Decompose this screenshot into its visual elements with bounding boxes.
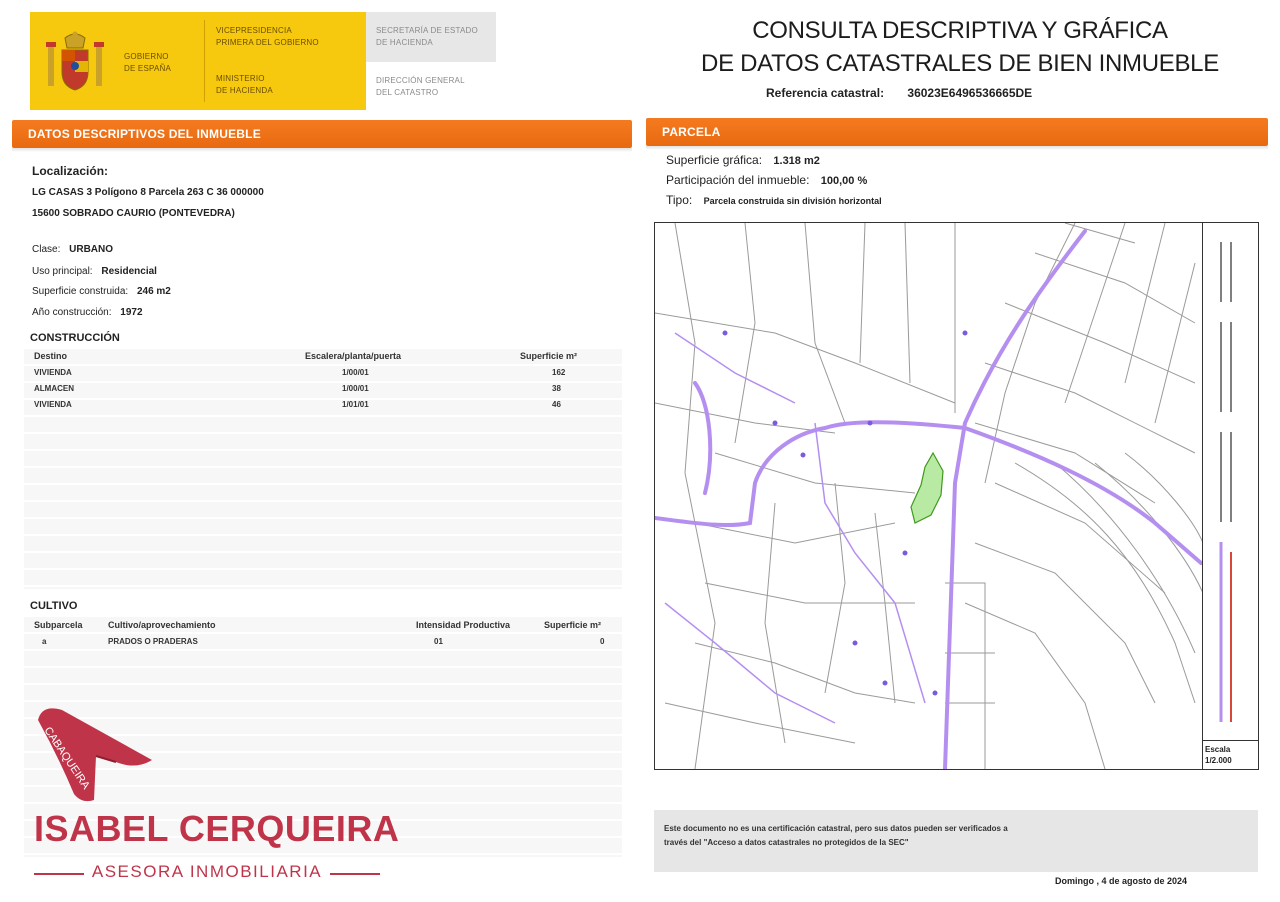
tipo-value: Parcela construida sin división horizontal [703,196,882,206]
superficie-value: 246 m2 [136,286,171,297]
cabaqueira-logo-icon [30,700,160,810]
document-title [690,14,1230,80]
gov-logo-gray-area [366,12,496,62]
cultivo-header-cultivo: Cultivo/aprovechamiento [108,620,216,630]
construccion-row2-destino: ALMACEN [34,384,74,393]
participacion-label: Participación del inmueble: [666,173,810,187]
brand-subtitle-line-right [330,873,380,875]
gov-logo-separator [204,20,205,102]
map-scale [1202,740,1259,770]
cabaqueira-badge-text: CABAQUEIRA [41,724,92,792]
direccion-line2: DEL CATASTRO [376,88,439,97]
vicepresidencia-line1: VICEPRESIDENCIA [216,26,292,35]
cultivo-title: CULTIVO [30,600,78,612]
uso-label: Uso principal: [32,266,93,277]
section-bar-datos-descriptivos [12,120,632,148]
construccion-row3-planta: 1/01/01 [342,400,369,409]
cultivo-row1-cultivo: PRADOS O PRADERAS [108,637,198,646]
superficie-row [32,286,171,297]
vicepresidencia-line2: PRIMERA DEL GOBIERNO [216,38,319,47]
cultivo-row1-intensidad: 01 [434,637,443,646]
secretaria-line2: DE HACIENDA [376,38,433,47]
construccion-row2-superficie: 38 [552,384,561,393]
document-title-line1: CONSULTA DESCRIPTIVA Y GRÁFICA [752,17,1168,44]
clase-value: URBANO [69,244,114,255]
clase-row [32,244,113,255]
cadastral-reference-label: Referencia catastral: [766,86,885,100]
government-logo-block [30,12,496,110]
tipo-label: Tipo: [666,193,693,207]
secretaria-line1: SECRETARÍA DE ESTADO [376,26,478,35]
disclaimer-note [654,810,1258,872]
anio-value: 1972 [120,307,143,318]
construccion-title: CONSTRUCCIÓN [30,332,120,344]
cadastral-reference [766,86,1032,100]
brand-name: ISABEL CERQUEIRA [34,808,400,849]
clase-label: Clase: [32,244,61,255]
construccion-header-superficie: Superficie m² [520,351,578,361]
construccion-row1-planta: 1/00/01 [342,368,369,377]
superficie-grafica-value: 1.318 m2 [773,155,820,167]
cultivo-row1-subparcela: a [42,637,47,646]
construccion-row1-destino: VIVIENDA [34,368,72,377]
construccion-row3-superficie: 46 [552,400,561,409]
document-title-line2: DE DATOS CATASTRALES DE BIEN INMUEBLE [701,50,1219,77]
cultivo-header-subparcela: Subparcela [34,620,83,630]
superficie-grafica-label: Superficie gráfica: [666,153,763,167]
disclaimer-line2: través del "Acceso a datos catastrales no protegidos de la SEC" [664,838,909,847]
cadastral-map-drawing [655,223,1203,769]
cadastral-reference-value: 36023E6496536665DE [907,86,1033,100]
construccion-row2-planta: 1/00/01 [342,384,369,393]
construccion-row1-superficie: 162 [552,368,566,377]
construccion-header-destino: Destino [34,351,68,361]
ministerio-line2: DE HACIENDA [216,86,273,95]
section-bar-parcela [646,118,1268,146]
participacion-row [666,173,867,187]
uso-value: Residencial [101,266,157,277]
tipo-row [666,193,882,207]
document-date: Domingo , 4 de agosto de 2024 [1055,876,1188,886]
superficie-label: Superficie construida: [32,286,129,297]
uso-row [32,266,157,277]
anio-label: Año construcción: [32,307,112,318]
direccion-line1: DIRECCIÓN GENERAL [376,76,465,85]
cadastral-map[interactable] [654,222,1259,770]
ministerio-line1: MINISTERIO [216,74,265,83]
section-title-datos-descriptivos: DATOS DESCRIPTIVOS DEL INMUEBLE [28,127,261,141]
anio-row [32,307,143,318]
construccion-header-planta: Escalera/planta/puerta [305,351,402,361]
participacion-value: 100,00 % [820,175,868,187]
cultivo-header-superficie: Superficie m² [544,620,602,630]
cultivo-row1-superficie: 0 [600,637,605,646]
gov-name-line2: DE ESPAÑA [124,64,171,73]
disclaimer-line1: Este documento no es una certificación catastral, pero sus datos pueden ser verificados a [664,824,1008,833]
gov-name-line1: GOBIERNO [124,52,169,61]
localizacion-label: Localización: [32,164,109,178]
map-scale-label: Escala [1205,745,1231,754]
superficie-grafica-row [666,153,820,167]
construccion-row3-destino: VIVIENDA [34,400,72,409]
section-title-parcela: PARCELA [662,125,721,139]
map-legend [1202,222,1259,770]
coat-of-arms-icon [40,28,110,98]
cultivo-header-intensidad: Intensidad Productiva [416,620,511,630]
construccion-table-bg [24,349,622,589]
localizacion-line2: 15600 SOBRADO CAURIO (PONTEVEDRA) [32,208,235,219]
brand-subtitle: ASESORA INMOBILIARIA [91,862,323,881]
map-legend-drawing [1203,222,1259,740]
localizacion-line1: LG CASAS 3 Polígono 8 Parcela 263 C 36 000000 [32,187,264,198]
map-scale-value: 1/2.000 [1205,756,1232,765]
